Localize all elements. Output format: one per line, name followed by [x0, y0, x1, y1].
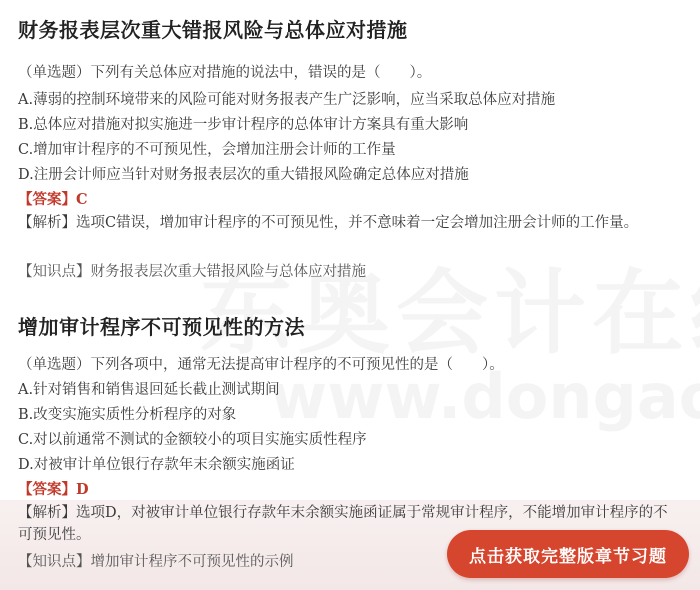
q1-analysis: 【解析】选项C错误，增加审计程序的不可预见性，并不意味着一定会增加注册会计师的工作量。: [18, 215, 639, 231]
q1-option-c: C.增加审计程序的不可预见性，会增加注册会计师的工作量: [18, 142, 396, 158]
q1-knowledge: 【知识点】财务报表层次重大错报风险与总体应对措施: [18, 264, 366, 280]
q1-option-b: B.总体应对措施对拟实施进一步审计程序的总体审计方案具有重大影响: [18, 117, 469, 133]
q2-answer: 【答案】D: [18, 481, 89, 498]
q2-knowledge: 【知识点】增加审计程序不可预见性的示例: [18, 554, 294, 570]
q2-option-c: C.对以前通常不测试的金额较小的项目实施实质性程序: [18, 432, 367, 448]
q1-option-a: A.薄弱的控制环境带来的风险可能对财务报表产生广泛影响，应当采取总体应对措施: [18, 92, 556, 108]
q1-answer: 【答案】C: [18, 191, 88, 208]
q2-analysis: 【解析】选项D，对被审计单位银行存款年末余额实施函证属于常规审计程序，不能增加审计程序的不可预见性。: [18, 505, 668, 543]
q2-option-d: D.对被审计单位银行存款年末余额实施函证: [18, 457, 295, 473]
get-full-exercises-button[interactable]: 点击获取完整版章节习题: [447, 530, 689, 578]
q2-option-b: B.改变实施实质性分析程序的对象: [18, 407, 237, 423]
q2-stem: （单选题）下列各项中，通常无法提高审计程序的不可预见性的是（ ）。: [18, 357, 504, 373]
q2-option-a: A.针对销售和销售退回延长截止测试期间: [18, 382, 280, 398]
watermark-cn: [200, 240, 700, 372]
q1-stem: （单选题）下列有关总体应对措施的说法中，错误的是（ ）。: [18, 65, 432, 81]
q1-option-d: D.注册会计师应当针对财务报表层次的重大错报风险确定总体应对措施: [18, 167, 469, 183]
q2-title: 增加审计程序不可预见性的方法: [18, 315, 305, 339]
q1-title: 财务报表层次重大错报风险与总体应对措施: [18, 18, 408, 42]
